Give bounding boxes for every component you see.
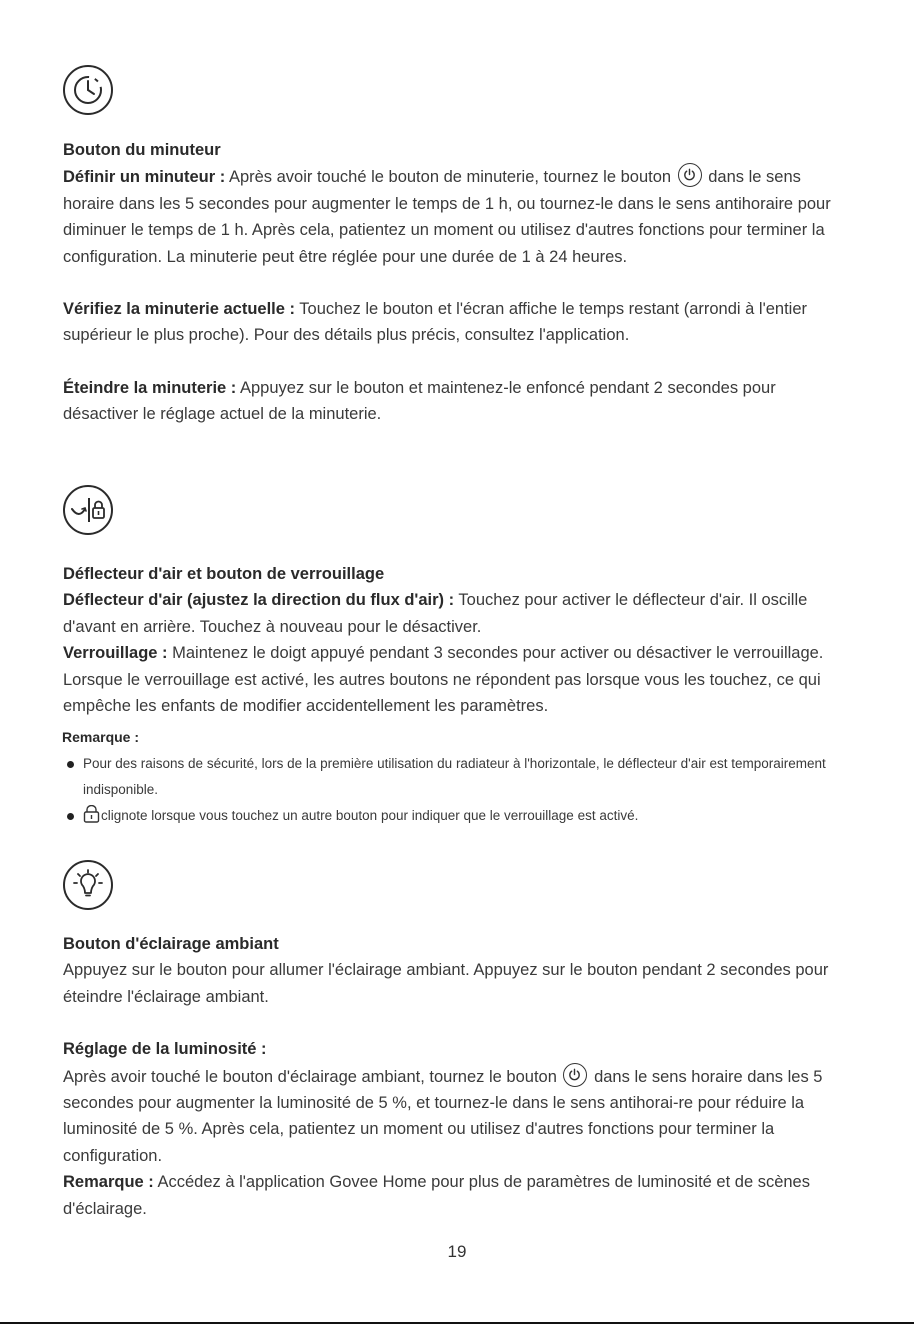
lock-icon	[83, 805, 100, 823]
timer-off-paragraph	[63, 375, 853, 428]
lock-term: Verrouillage :	[63, 644, 168, 663]
ambient-remark-text: Accédez à l'application Govee Home pour plus de paramètres de luminosité et de scènes d'éclairage.	[63, 1173, 810, 1218]
timer-check-paragraph	[63, 296, 853, 349]
page-number: 19	[447, 1242, 467, 1261]
timer-section	[63, 137, 853, 428]
bullet-icon	[67, 761, 74, 768]
timer-set-text-1: Après avoir touché le bouton de minuterie, tournez le bouton	[228, 168, 672, 187]
timer-off-term: Éteindre la minuterie :	[63, 378, 237, 397]
power-icon	[678, 163, 702, 187]
deflector-text: Touchez pour activer le déflecteur d'air. Il oscille d'avant en arrière. Touchez à nouveau pour le désactiver.	[63, 591, 808, 636]
ambient-intro: Appuyez sur le bouton pour allumer l'éclairage ambiant. Appuyez sur le bouton pendant 2 secondes pour éteindre l'éclairage ambiant.	[63, 961, 829, 1006]
brightness-term: Réglage de la luminosité :	[63, 1040, 267, 1059]
deflector-heading: Déflecteur d'air et bouton de verrouillage	[63, 565, 385, 583]
note-item	[63, 751, 853, 803]
note-1-text: Pour des raisons de sécurité, lors de la première utilisation du radiateur à l'horizontale, le déflecteur d'air est temporairement indisponible.	[83, 756, 826, 798]
brightness-paragraph	[63, 1063, 853, 1170]
timer-heading: Bouton du minuteur	[63, 141, 221, 159]
timer-set-term: Définir un minuteur :	[63, 168, 226, 187]
deflector-note-title: Remarque :	[62, 729, 140, 746]
deflector-section	[63, 561, 853, 829]
deflector-lock-icon	[63, 485, 113, 535]
ambient-remark-term: Remarque :	[63, 1173, 154, 1192]
brightness-text-1: Après avoir touché le bouton d'éclairage ambiant, tournez le bouton	[63, 1067, 557, 1086]
ambient-remark-paragraph	[63, 1169, 853, 1222]
deflector-paragraph	[63, 587, 853, 640]
lightbulb-icon	[63, 860, 113, 910]
ambient-section	[63, 931, 853, 1222]
note-item	[63, 803, 853, 829]
note-2-text: clignote lorsque vous touchez un autre bouton pour indiquer que le verrouillage est activé.	[101, 808, 639, 824]
bullet-icon	[67, 813, 74, 820]
brightness-text-2: dans le sens horaire dans les 5 secondes pour augmenter la luminosité de 5 %, et tournez-le dans le sens antihorai-re pour réduire la luminosité de 5 %. Après cela, patientez un moment ou utilisez d'autres fonctions pour terminer la configuration.	[63, 1067, 823, 1165]
power-icon	[563, 1063, 587, 1087]
lock-paragraph	[63, 640, 853, 719]
timer-check-text: Touchez le bouton et l'écran affiche le temps restant (arrondi à l'entier supérieur le plus proche). Pour des détails plus précis, consultez l'application.	[63, 300, 807, 345]
timer-check-term: Vérifiez la minuterie actuelle :	[63, 300, 295, 319]
timer-off-text: Appuyez sur le bouton et maintenez-le enfoncé pendant 2 secondes pour désactiver le réglage actuel de la minuterie.	[63, 378, 776, 424]
lock-text: Maintenez le doigt appuyé pendant 3 secondes pour activer ou désactiver le verrouillage. Lorsque le verrouillage est activé, les autres boutons ne répondent pas lorsque vous les touchez, ce qui empêche les enfants de modifier accidentellement les paramètres.	[63, 644, 824, 716]
deflector-term: Déflecteur d'air (ajustez la direction du flux d'air) :	[63, 591, 455, 610]
timer-set-text-2: dans le sens horaire dans les 5 secondes pour augmenter le temps de 1 h, ou tournez-le dans le sens antihoraire pour diminuer le temps de 1 h. Après cela, patientez un moment ou utilisez d'autres fonctions pour terminer la configuration. La minuterie peut être réglée pour une durée de 1 à 24 heures.	[63, 168, 831, 266]
deflector-note-list	[63, 751, 853, 829]
timer-icon	[63, 65, 113, 115]
timer-set-paragraph	[63, 163, 853, 270]
ambient-heading: Bouton d'éclairage ambiant	[63, 935, 279, 953]
